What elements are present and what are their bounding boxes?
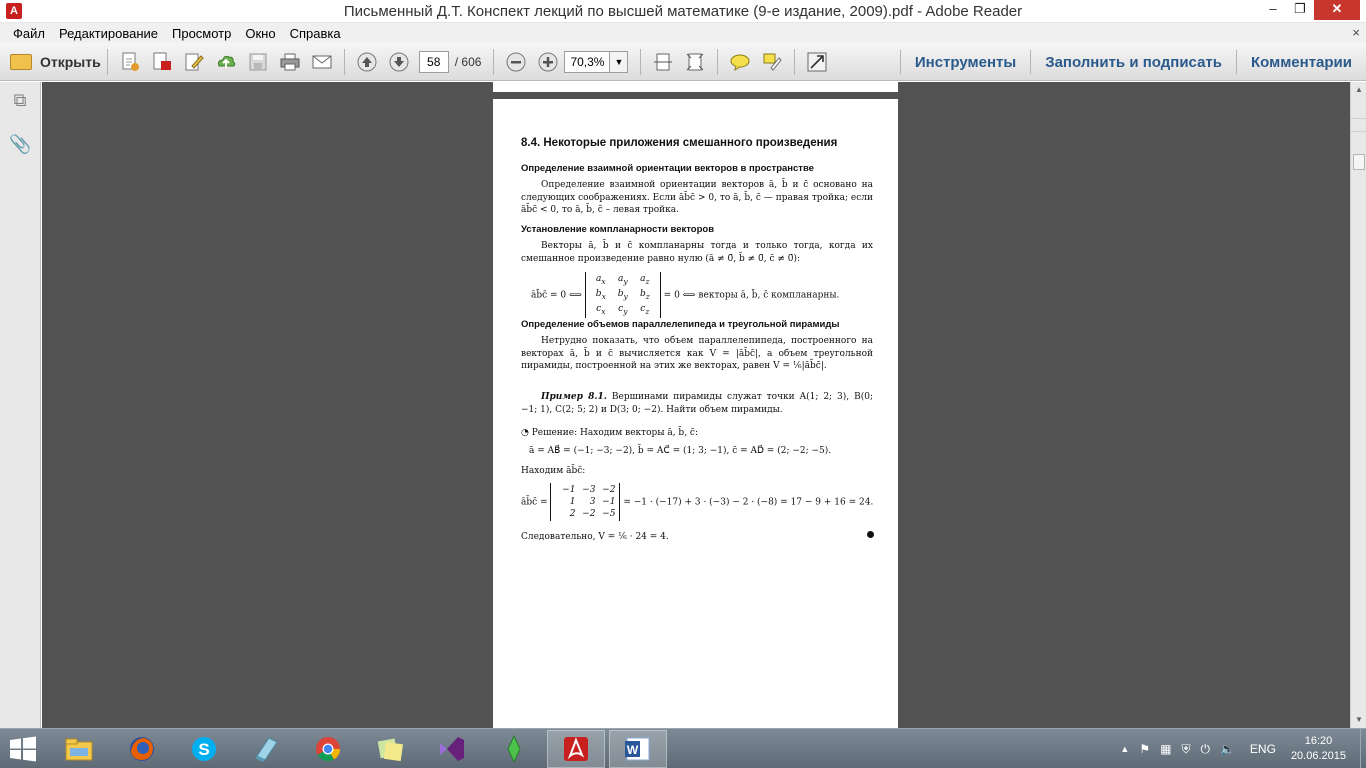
toolbar-separator xyxy=(344,49,345,75)
subsection-coplanar-title: Установление компланарности векторов xyxy=(521,224,715,235)
determinant-formula xyxy=(521,483,873,521)
matrix-cell: $a_z$ xyxy=(640,274,650,286)
power-icon[interactable]: ⏻ xyxy=(1200,741,1210,756)
sticky-notes-icon[interactable] xyxy=(361,730,419,768)
coplanar-formula xyxy=(521,272,873,318)
open-button[interactable] xyxy=(10,54,101,70)
det-cell: −3 xyxy=(582,485,596,495)
det-cell: −1 xyxy=(602,497,616,507)
det-cell: −2 xyxy=(602,485,616,495)
svg-text:W: W xyxy=(626,743,639,757)
scroll-track-marker xyxy=(1351,118,1366,132)
close-button[interactable]: ✕ xyxy=(1314,0,1360,20)
title-bar xyxy=(0,0,1366,23)
sims-icon[interactable] xyxy=(485,730,543,768)
toolbar-separator xyxy=(493,49,494,75)
comments-link[interactable]: Комментарии xyxy=(1250,53,1352,71)
determinant-right: = −1 · (−17) + 3 · (−3) − 2 · (−8) = 17 − 9 + 16 = 24. xyxy=(623,497,874,508)
explorer-icon[interactable] xyxy=(50,730,108,768)
create-pdf-icon[interactable] xyxy=(117,49,143,75)
matrix-cell: $b_y$ xyxy=(617,288,628,301)
page-number-input[interactable]: 58 xyxy=(419,51,449,73)
toolbar-links xyxy=(900,43,1366,81)
network-icon[interactable]: ▦ xyxy=(1160,742,1172,756)
adobe-reader-app-icon[interactable]: A xyxy=(6,3,22,19)
vertical-scrollbar[interactable] xyxy=(1350,82,1366,728)
navigation-pane xyxy=(0,82,41,728)
tools-link[interactable]: Инструменты xyxy=(914,53,1017,71)
solution-label: Решение: xyxy=(531,428,578,438)
menu-help[interactable]: Справка xyxy=(289,25,341,41)
fill-sign-link[interactable]: Заполнить и подписать xyxy=(1045,53,1222,71)
menu-bar xyxy=(0,23,1366,43)
coplanar-paragraph: Векторы ā, b̄ и c̄ компланарны тогда и только тогда, когда их смешанное произведение равно нулю (ā ≠ 0̄, b̄ ≠ 0̄, c̄ ≠ 0̄): xyxy=(521,241,873,264)
matrix-cell: $c_z$ xyxy=(640,303,650,316)
subsection-orientation-title: Определение взаимной ориентации векторов в пространстве xyxy=(521,163,814,174)
section-title: 8.4. Некоторые приложения смешанного произведения xyxy=(521,137,838,149)
page-total: / 606 xyxy=(454,54,482,69)
conclusion-line: Следовательно, V = ⅙ · 24 = 4. xyxy=(521,532,669,542)
coplanar-formula-left: āb̄c̄ = 0 ⟺ xyxy=(531,290,582,301)
fit-page-icon[interactable] xyxy=(682,49,708,75)
end-of-solution-bullet xyxy=(867,531,874,538)
close-document-icon[interactable]: × xyxy=(1352,25,1360,40)
export-pdf-icon[interactable] xyxy=(149,49,175,75)
matrix-cell: $a_x$ xyxy=(595,274,606,286)
matrix-cell: $c_x$ xyxy=(596,303,606,316)
windows-logo-icon xyxy=(8,736,38,762)
svg-text:S: S xyxy=(198,740,210,759)
skype-icon[interactable] xyxy=(175,730,233,768)
zoom-input[interactable]: 70,3% xyxy=(564,51,610,73)
start-button[interactable] xyxy=(8,736,38,762)
taskbar xyxy=(0,728,1366,768)
matrix-cell: $c_y$ xyxy=(618,303,628,316)
visual-studio-icon[interactable] xyxy=(423,730,481,768)
menu-window[interactable]: Окно xyxy=(245,25,276,41)
matrix-cell: $a_y$ xyxy=(617,274,628,286)
zoom-out-icon[interactable] xyxy=(503,49,529,75)
open-button-label: Открыть xyxy=(40,53,101,70)
find-product-line: Находим āb̄c̄: xyxy=(521,466,586,476)
numeric-determinant xyxy=(550,483,620,521)
upload-icon[interactable] xyxy=(213,49,239,75)
zoom-in-icon[interactable] xyxy=(535,49,561,75)
notepad-icon[interactable] xyxy=(237,730,295,768)
volume-icon[interactable]: 🔈 xyxy=(1219,742,1235,756)
chrome-icon[interactable] xyxy=(299,730,357,768)
det-cell: −5 xyxy=(602,509,616,519)
email-icon[interactable] xyxy=(309,49,335,75)
clock-date: 20.06.2015 xyxy=(1290,750,1346,762)
solution-text: Находим векторы ā, b̄, c̄: xyxy=(580,428,698,438)
menu-edit[interactable]: Редактирование xyxy=(58,25,158,41)
scroll-down-arrow-icon[interactable]: ▼ xyxy=(1355,715,1363,724)
det-cell: −1 xyxy=(562,485,576,495)
page-thumbnails-icon[interactable]: ⧉ xyxy=(13,90,27,110)
system-tray xyxy=(1115,729,1366,768)
prev-page-icon[interactable] xyxy=(354,49,380,75)
scroll-thumb[interactable] xyxy=(1353,154,1365,170)
next-page-icon[interactable] xyxy=(386,49,412,75)
determinant-left: āb̄c̄ = xyxy=(521,497,548,508)
menu-view[interactable]: Просмотр xyxy=(172,25,232,41)
clock[interactable] xyxy=(1291,734,1346,764)
document-view[interactable] xyxy=(42,82,1350,728)
previous-page xyxy=(493,82,898,92)
toolbar xyxy=(0,43,1366,81)
folder-icon xyxy=(10,54,32,70)
fit-width-icon[interactable] xyxy=(650,49,676,75)
firefox-icon[interactable] xyxy=(113,730,171,768)
clock-time: 16:20 xyxy=(1304,735,1333,747)
toolbar-separator xyxy=(794,49,795,75)
show-desktop-button[interactable] xyxy=(1360,729,1366,768)
example-text: Вершинами пирамиды служат точки A(1; 2; 3), B(0; −1; 1), C(2; 5; 2) и D(3; 0; −2). Найти объем пирамиды. xyxy=(521,392,873,415)
pdf-page xyxy=(493,99,898,728)
toolbar-separator xyxy=(717,49,718,75)
adobe-reader-icon[interactable] xyxy=(547,730,605,768)
action-center-flag-icon[interactable]: ⚑ xyxy=(1139,742,1151,756)
menu-file[interactable]: Файл xyxy=(13,25,45,41)
fullscreen-icon[interactable] xyxy=(804,49,830,75)
subsection-volume-title: Определение объемов параллелепипеда и треугольной пирамиды xyxy=(521,319,840,330)
attachments-icon[interactable]: 📎 xyxy=(9,134,32,154)
comment-icon[interactable] xyxy=(727,49,753,75)
det-cell: 3 xyxy=(589,497,596,507)
show-hidden-icons-arrow[interactable]: ▲ xyxy=(1120,744,1130,754)
orientation-paragraph: Определение взаимной ориентации векторов ā, b̄ и c̄ основано на следующих соображениях. Если āb̄c̄ > 0, то ā, b̄, c̄ — правая тройка; если āb̄c̄ < 0, то ā, b̄, c̄ – левая тройка. xyxy=(521,180,873,215)
language-indicator[interactable]: ENG xyxy=(1249,742,1276,756)
det-cell: 1 xyxy=(569,497,576,507)
antivirus-icon[interactable]: ⛨ xyxy=(1181,741,1191,756)
matrix-cell: $b_x$ xyxy=(595,288,606,301)
vectors-line: ā = AB⃗ = (−1; −3; −2), b̄ = AC⃗ = (1; 3; −1), c̄ = AD⃗ = (2; −2; −5). xyxy=(529,446,832,456)
minimize-button[interactable]: – xyxy=(1269,1,1277,16)
example-paragraph xyxy=(521,391,873,416)
maximize-button[interactable]: ❐ xyxy=(1294,1,1306,16)
edit-pdf-icon[interactable] xyxy=(181,49,207,75)
volume-paragraph: Нетрудно показать, что объем параллелепипеда, построенного на векторах ā, b̄ и c̄ вычисляется как V = |āb̄c̄|, а объем треугольной пирамиды, построенной на этих же векторах, равен V = ⅙|āb̄c̄|. xyxy=(521,336,873,371)
coplanar-determinant xyxy=(585,272,661,318)
highlight-icon[interactable] xyxy=(759,49,785,75)
toolbar-separator xyxy=(107,49,108,75)
window-title: Письменный Д.Т. Конспект лекций по высшей математике (9-е издание, 2009).pdf - Adobe Reader xyxy=(343,3,1023,20)
print-icon[interactable] xyxy=(277,49,303,75)
det-cell: 2 xyxy=(569,509,576,519)
matrix-cell: $b_z$ xyxy=(639,288,650,301)
solution-paragraph xyxy=(521,427,873,440)
zoom-dropdown-button[interactable]: ▼ xyxy=(610,51,628,73)
coplanar-formula-right: = 0 ⟺ векторы ā, b̄, c̄ компланарны. xyxy=(663,290,840,301)
solution-marker-icon: ◔ xyxy=(521,428,532,438)
example-label: Пример 8.1. xyxy=(541,392,607,402)
word-icon[interactable] xyxy=(609,730,667,768)
scroll-up-arrow-icon[interactable]: ▲ xyxy=(1355,85,1363,94)
toolbar-separator xyxy=(640,49,641,75)
save-icon[interactable] xyxy=(245,49,271,75)
det-cell: −2 xyxy=(582,509,596,519)
